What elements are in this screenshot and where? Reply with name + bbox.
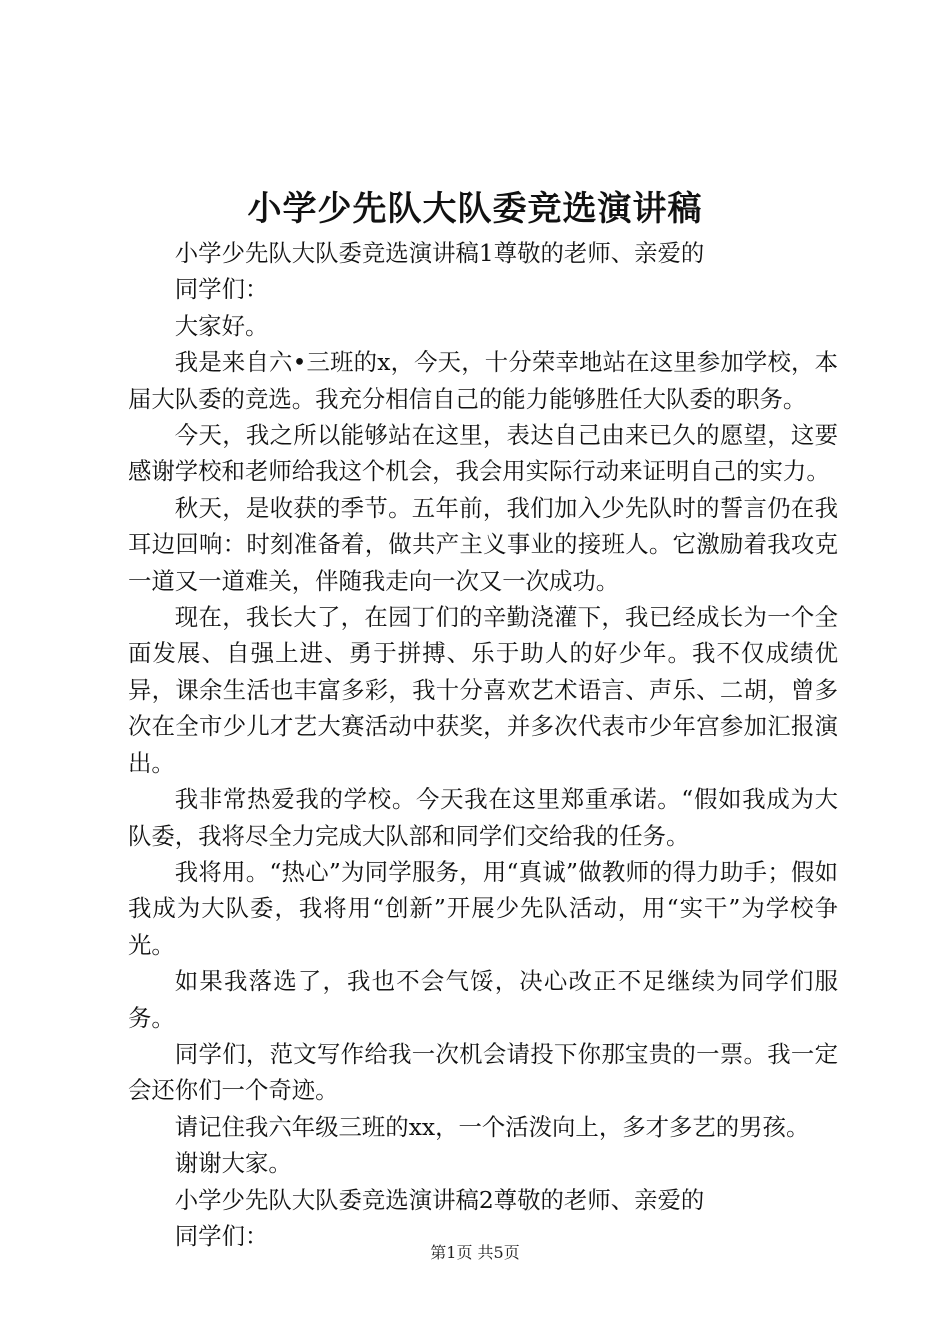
document-body bbox=[128, 235, 838, 1254]
page-number-footer: 第1页 共5页 bbox=[430, 1243, 520, 1262]
paragraph: 我是来自六•三班的x，今天，十分荣幸地站在这里参加学校，本届大队委的竞选。我充分相信自己的能力能够胜任大队委的职务。 bbox=[128, 348, 838, 413]
paragraph: 同学们，范文写作给我一次机会请投下你那宝贵的一票。我一定会还你们一个奇迹。 bbox=[128, 1039, 838, 1105]
document-title: 小学少先队大队委竞选演讲稿 bbox=[247, 189, 703, 229]
paragraph: 小学少先队大队委竞选演讲稿1尊敬的老师、亲爱的 bbox=[174, 239, 705, 267]
paragraph: 如果我落选了，我也不会气馁，决心改正不足继续为同学们服务。 bbox=[128, 967, 838, 1032]
paragraph: 大家好。 bbox=[174, 311, 269, 340]
paragraph: 我非常热爱我的学校。今天我在这里郑重承诺。“假如我成为大队委，我将尽全力完成大队部和同学们交给我的任务。 bbox=[128, 785, 838, 850]
paragraph: 同学们： bbox=[174, 275, 269, 304]
paragraph: 现在，我长大了，在园丁们的辛勤浇灌下，我已经成长为一个全面发展、自强上进、勇于拼搏、乐于助人的好少年。我不仅成绩优异，课余生活也丰富多彩，我十分喜欢艺术语言、声乐、二胡，曾多次在全市少儿才艺大赛活动中获奖，并多次代表市少年宫参加汇报演出。 bbox=[128, 603, 838, 777]
paragraph: 请记住我六年级三班的xx，一个活泼向上，多才多艺的男孩。 bbox=[174, 1112, 810, 1141]
paragraph: 谢谢大家。 bbox=[174, 1149, 292, 1178]
paragraph: 小学少先队大队委竞选演讲稿2尊敬的老师、亲爱的 bbox=[174, 1185, 705, 1214]
paragraph: 我将用。“热心”为同学服务，用“真诚”做教师的得力助手；假如我成为大队委，我将用“创新”开展少先队活动，用“实干”为学校争光。 bbox=[128, 857, 838, 959]
paragraph: 今天，我之所以能够站在这里，表达自己由来已久的愿望，这要感谢学校和老师给我这个机会，我会用实际行动来证明自己的实力。 bbox=[128, 421, 838, 486]
paragraph: 秋天，是收获的季节。五年前，我们加入少先队时的誓言仍在我耳边回响：时刻准备着，做共产主义事业的接班人。它激励着我攻克一道又一道难关，伴随我走向一次又一次成功。 bbox=[128, 493, 838, 595]
paragraph: 同学们： bbox=[174, 1221, 269, 1250]
